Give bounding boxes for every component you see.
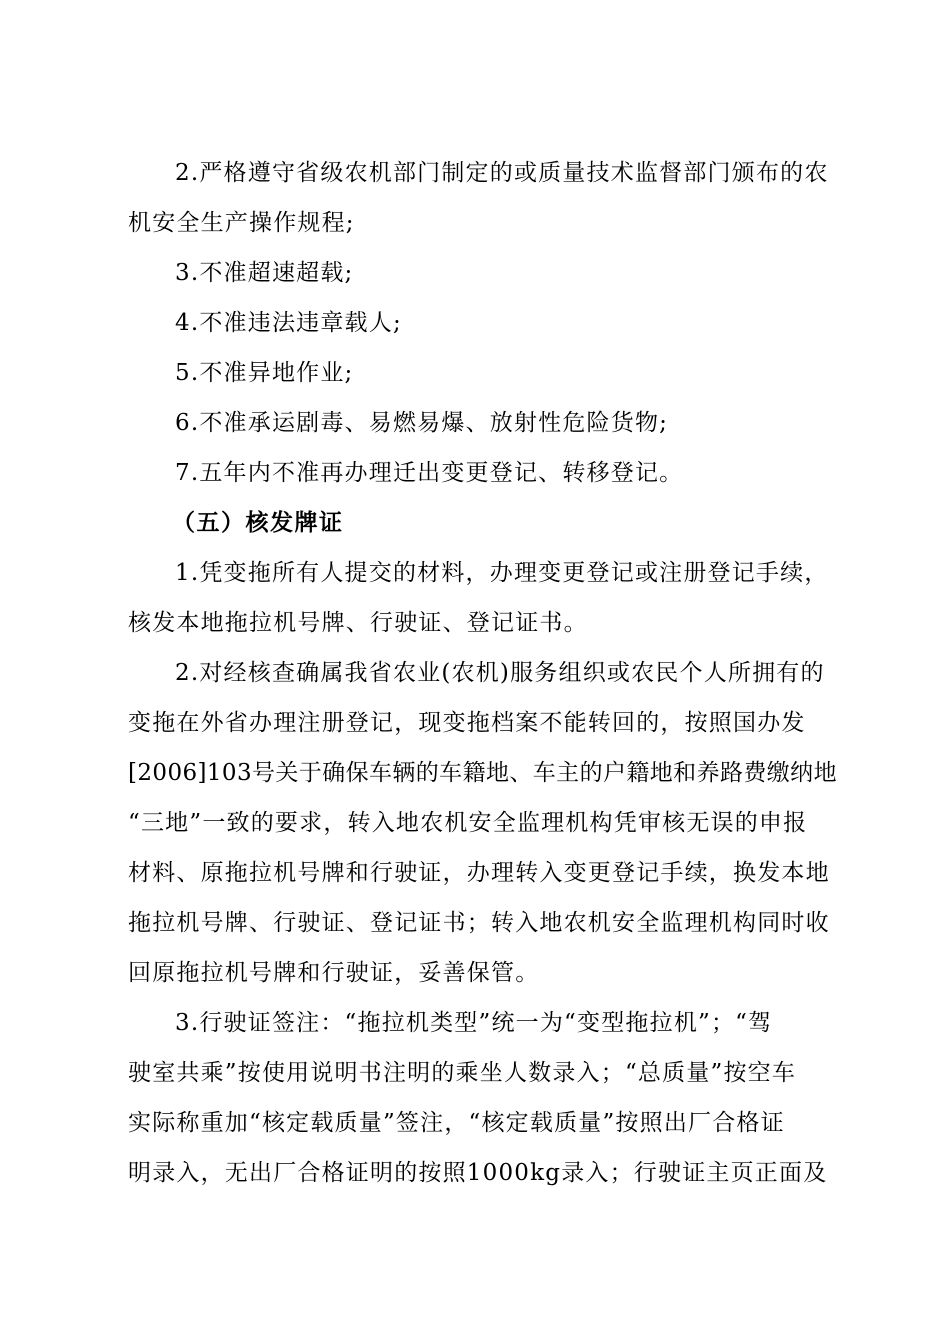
section-heading: （五）核发牌证 (172, 510, 344, 536)
paragraph-issue-3-line-2: 驶室共乘”按使用说明书注明的乘坐人数录入；“总质量”按空车 (128, 1060, 797, 1086)
paragraph-item-6: 6.不准承运剧毒、易燃易爆、放射性危险货物; (175, 410, 669, 436)
paragraph-issue-2-line-7: 回原拖拉机号牌和行驶证，妥善保管。 (128, 960, 540, 986)
paragraph-issue-3-line-1: 3.行驶证签注：“拖拉机类型”统一为“变型拖拉机”；“驾 (175, 1010, 773, 1036)
paragraph-item-2-line-2: 机安全生产操作规程; (128, 210, 355, 236)
paragraph-issue-3-line-4: 明录入，无出厂合格证明的按照1000kg录入；行驶证主页正面及 (128, 1160, 828, 1186)
paragraph-item-5: 5.不准异地作业; (175, 360, 354, 386)
paragraph-item-2-line-1: 2.严格遵守省级农机部门制定的或质量技术监督部门颁布的农 (175, 160, 829, 186)
paragraph-issue-3-line-3: 实际称重加“核定载质量”签注，“核定载质量”按照出厂合格证 (128, 1110, 785, 1136)
paragraph-issue-2-line-1: 2.对经核查确属我省农业(农机)服务组织或农民个人所拥有的 (175, 660, 825, 686)
paragraph-issue-1-line-2: 核发本地拖拉机号牌、行驶证、登记证书。 (128, 610, 588, 636)
paragraph-item-4: 4.不准违法违章载人; (175, 310, 402, 336)
paragraph-issue-2-line-2: 变拖在外省办理注册登记，现变拖档案不能转回的，按照国办发 (128, 710, 806, 736)
paragraph-issue-2-line-3: [2006]103号关于确保车辆的车籍地、车主的户籍地和养路费缴纳地 (128, 760, 837, 786)
paragraph-item-3: 3.不准超速超载; (175, 260, 354, 286)
paragraph-item-7: 7.五年内不准再办理迁出变更登记、转移登记。 (175, 460, 684, 486)
paragraph-issue-2-line-5: 材料、原拖拉机号牌和行驶证，办理转入变更登记手续，换发本地 (128, 860, 830, 886)
paragraph-issue-2-line-6: 拖拉机号牌、行驶证、登记证书；转入地农机安全监理机构同时收 (128, 910, 830, 936)
paragraph-issue-2-line-4: “三地”一致的要求，转入地农机安全监理机构凭审核无误的申报 (128, 810, 808, 836)
paragraph-issue-1-line-1: 1.凭变拖所有人提交的材料，办理变更登记或注册登记手续， (175, 560, 829, 586)
